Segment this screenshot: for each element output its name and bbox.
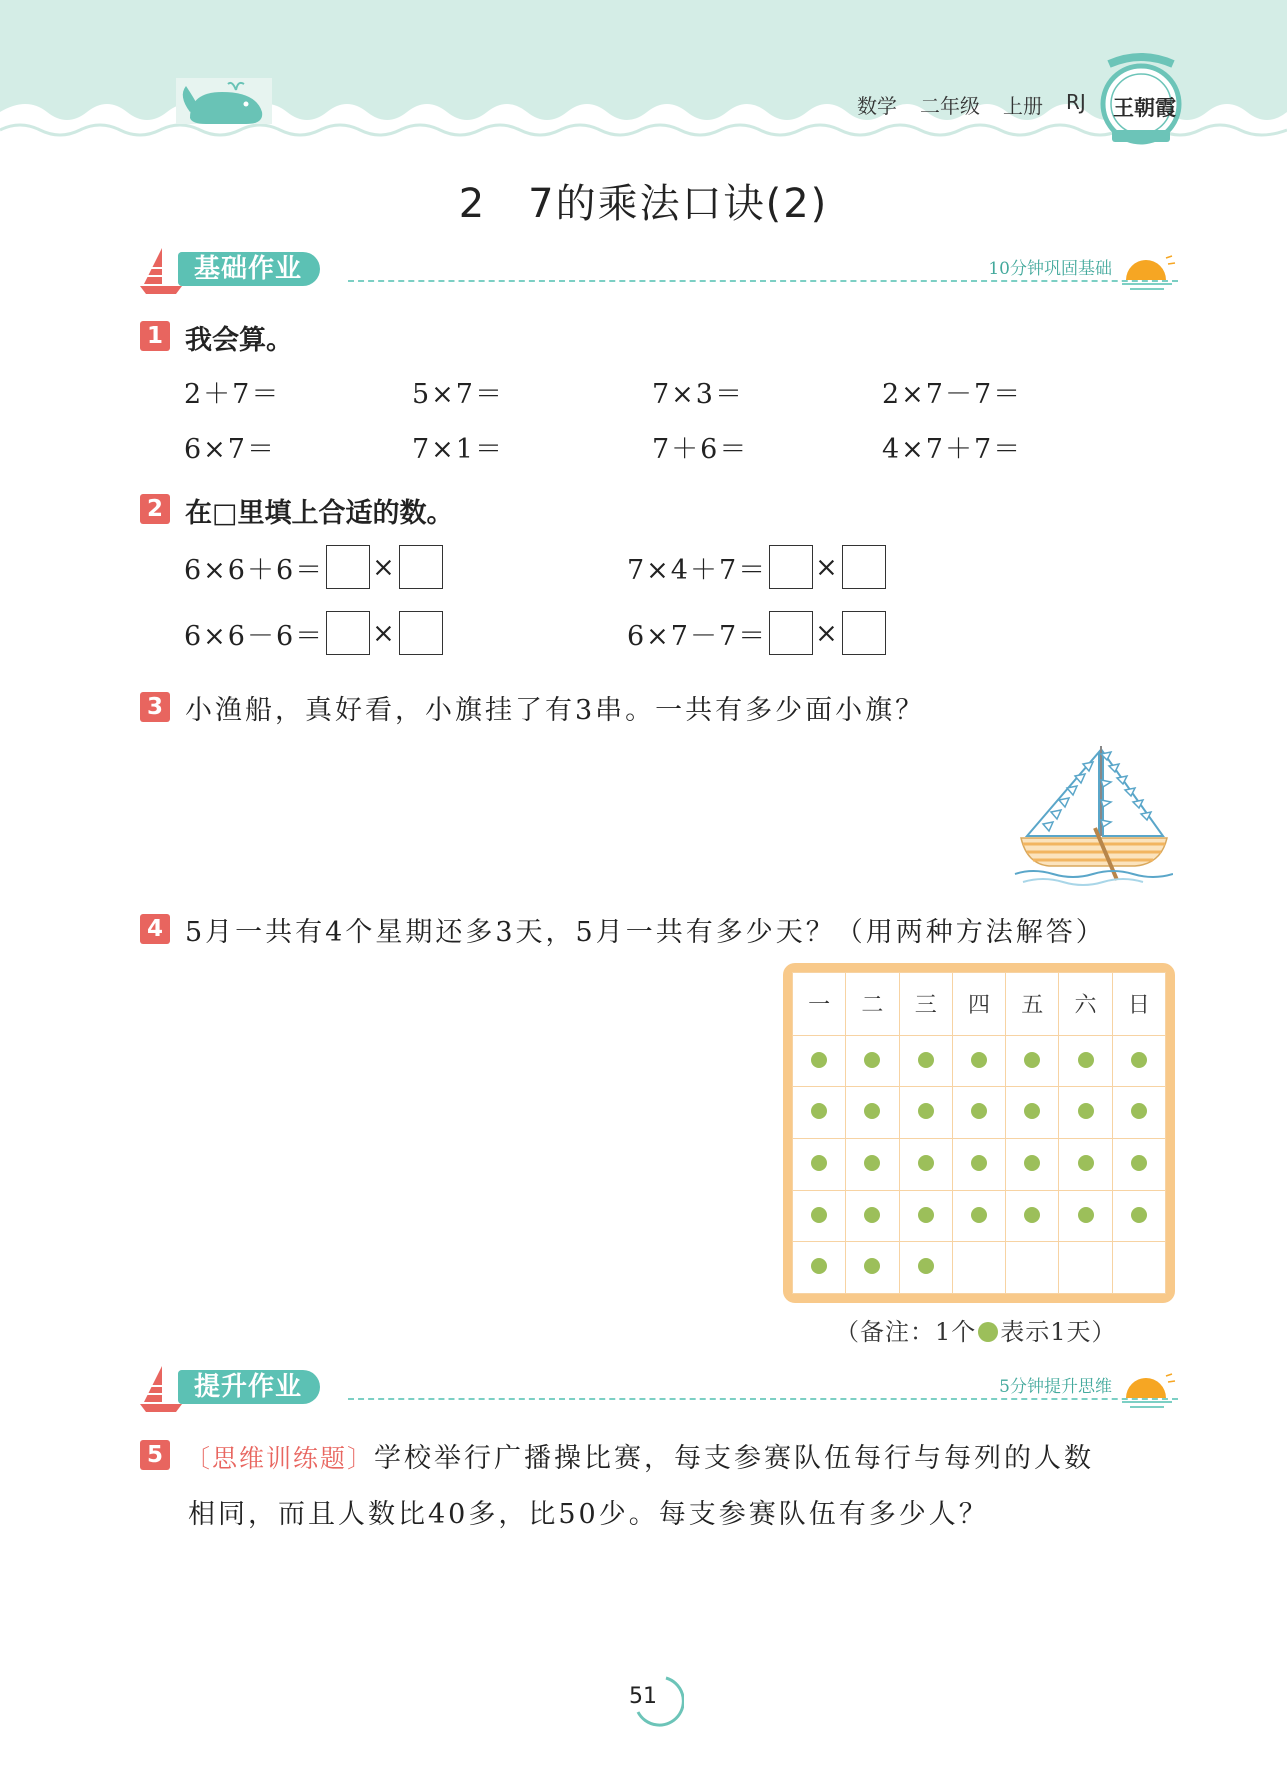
calendar-day-cell [1059, 1190, 1112, 1242]
header-subject: 数学 [857, 94, 897, 118]
day-dot-icon [1131, 1103, 1147, 1119]
times-sign: × [815, 551, 840, 583]
weekday-cell: 二 [846, 973, 899, 1036]
day-dot-icon [918, 1258, 934, 1274]
calendar-day-cell [899, 1087, 952, 1139]
day-dot-icon [864, 1103, 880, 1119]
calendar-day-cell [846, 1035, 899, 1087]
q1-expr-4: 2×7－7＝ [882, 379, 1023, 410]
q2-expression: 6×7－7＝ [627, 620, 768, 652]
times-sign: × [815, 617, 840, 649]
sailboat-flags-illustration [1013, 740, 1173, 888]
day-dot-icon [1131, 1207, 1147, 1223]
q5-text-1: 学校举行广播操比赛，每支参赛队伍每行与每列的人数 [374, 1443, 1095, 1474]
calendar-day-cell [793, 1087, 846, 1139]
answer-box[interactable] [326, 611, 370, 655]
whale-icon [176, 78, 272, 124]
q1-expr-1: 2＋7＝ [184, 379, 281, 410]
day-dot-icon [1131, 1052, 1147, 1068]
calendar-day-cell [1006, 1242, 1059, 1294]
section-note-advanced: 5分钟提升思维 [999, 1377, 1112, 1397]
calendar-day-cell [899, 1190, 952, 1242]
calendar-day-cell [1112, 1087, 1165, 1139]
calendar-day-cell [1006, 1190, 1059, 1242]
calendar-day-cell [1059, 1242, 1112, 1294]
section-banner-advanced [138, 1362, 1178, 1416]
calendar-day-cell [952, 1139, 1005, 1191]
question-number-3: 3 [140, 692, 170, 722]
weekday-cell: 四 [952, 973, 1005, 1036]
calendar-day-cell [1006, 1035, 1059, 1087]
may-calendar [783, 963, 1175, 1303]
day-dot-icon [918, 1207, 934, 1223]
calendar-legend [835, 1312, 1117, 1347]
calendar-day-cell [846, 1139, 899, 1191]
calendar-day-cell [846, 1190, 899, 1242]
calendar-day-cell [1059, 1139, 1112, 1191]
q1-expr-7: 7＋6＝ [652, 434, 749, 465]
calendar-week-row [793, 1087, 1166, 1139]
calendar-day-cell [1112, 1035, 1165, 1087]
question-5-line-2: 相同，而且人数比40多，比50少。每支参赛队伍有多少人？ [188, 1499, 989, 1530]
day-dot-icon [1078, 1052, 1094, 1068]
section-label-basic: 基础作业 [178, 252, 320, 286]
question-number-2: 2 [140, 494, 170, 524]
calendar-day-cell [793, 1035, 846, 1087]
calendar-day-cell [1006, 1139, 1059, 1191]
answer-box[interactable] [399, 611, 443, 655]
q1-expr-2: 5×7＝ [412, 379, 504, 410]
answer-box[interactable] [326, 545, 370, 589]
weekday-cell: 日 [1112, 973, 1165, 1036]
q2-expression: 6×6－6＝ [184, 620, 325, 652]
header-volume: 上册 [1003, 94, 1043, 118]
day-dot-icon [811, 1052, 827, 1068]
q2-item-4 [627, 611, 888, 655]
day-dot-icon [864, 1258, 880, 1274]
day-dot-icon [971, 1103, 987, 1119]
thinking-tag: 〔思维训练题〕 [185, 1444, 375, 1473]
q1-expr-6: 7×1＝ [412, 434, 504, 465]
legend-text-after: 表示1天） [1000, 1318, 1117, 1346]
question-5-line-1 [185, 1436, 1094, 1475]
day-dot-icon [971, 1155, 987, 1171]
calendar-day-cell [899, 1035, 952, 1087]
calendar-day-cell [793, 1190, 846, 1242]
day-dot-icon [1024, 1155, 1040, 1171]
wave-header-background [0, 0, 1287, 160]
calendar-day-cell [846, 1242, 899, 1294]
day-dot-icon [811, 1155, 827, 1171]
calendar-day-cell [1112, 1242, 1165, 1294]
q1-expr-3: 7×3＝ [652, 379, 744, 410]
day-dot-icon [1078, 1103, 1094, 1119]
calendar-day-cell [1006, 1087, 1059, 1139]
times-sign: × [372, 617, 397, 649]
calendar-day-cell [793, 1242, 846, 1294]
day-dot-icon [1131, 1155, 1147, 1171]
q2-item-1 [184, 545, 445, 589]
section-banner-basic [138, 244, 1178, 298]
day-dot-icon [864, 1155, 880, 1171]
answer-box[interactable] [842, 545, 886, 589]
q1-expr-8: 4×7＋7＝ [882, 434, 1023, 465]
answer-box[interactable] [769, 611, 813, 655]
section-divider [348, 280, 1178, 282]
sunrise-icon [1120, 1370, 1178, 1410]
day-dot-icon [811, 1103, 827, 1119]
page-header [0, 0, 1287, 160]
answer-box[interactable] [842, 611, 886, 655]
q1-expr-5: 6×7＝ [184, 434, 276, 465]
answer-box[interactable] [399, 545, 443, 589]
question-number-4: 4 [140, 914, 170, 944]
day-dot-icon [1024, 1207, 1040, 1223]
calendar-day-cell [952, 1242, 1005, 1294]
legend-text-before: （备注：1个 [835, 1318, 977, 1346]
q2-item-2 [627, 545, 888, 589]
calendar-day-cell [1112, 1139, 1165, 1191]
day-dot-icon [971, 1052, 987, 1068]
calendar-day-cell [846, 1087, 899, 1139]
brand-name: 王朝霞 [1113, 95, 1176, 120]
sunrise-icon [1120, 252, 1178, 292]
answer-box[interactable] [769, 545, 813, 589]
day-dot-icon [978, 1322, 998, 1342]
day-dot-icon [1024, 1052, 1040, 1068]
day-dot-icon [918, 1052, 934, 1068]
day-dot-icon [971, 1207, 987, 1223]
calendar-day-cell [1059, 1087, 1112, 1139]
day-dot-icon [1078, 1207, 1094, 1223]
day-dot-icon [918, 1103, 934, 1119]
calendar-week-row [793, 1139, 1166, 1191]
day-dot-icon [864, 1052, 880, 1068]
day-dot-icon [918, 1155, 934, 1171]
q2-expression: 7×4＋7＝ [627, 554, 768, 586]
weekday-cell: 三 [899, 973, 952, 1036]
header-grade: 二年级 [920, 94, 980, 118]
calendar-week-row [793, 1190, 1166, 1242]
calendar-day-cell [952, 1035, 1005, 1087]
calendar-day-cell [899, 1242, 952, 1294]
calendar-day-cell [1059, 1035, 1112, 1087]
calendar-day-cell [899, 1139, 952, 1191]
calendar-day-cell [793, 1139, 846, 1191]
day-dot-icon [811, 1207, 827, 1223]
calendar-weekday-row [793, 973, 1166, 1036]
section-note-basic: 10分钟巩固基础 [988, 259, 1112, 279]
weekday-cell: 六 [1059, 973, 1112, 1036]
day-dot-icon [864, 1207, 880, 1223]
section-divider [348, 1398, 1178, 1400]
weekday-cell: 一 [793, 973, 846, 1036]
question-number-1: 1 [140, 321, 170, 351]
calendar-day-cell [952, 1190, 1005, 1242]
page-title: 2 7的乘法口诀(2) [458, 181, 829, 227]
calendar-week-row [793, 1035, 1166, 1087]
question-2-text: 在□里填上合适的数。 [185, 498, 454, 529]
page-number: 51 [629, 1684, 657, 1709]
header-edition: RJ [1066, 90, 1086, 114]
question-1-text: 我会算。 [185, 325, 293, 356]
q2-expression: 6×6＋6＝ [184, 554, 325, 586]
question-number-5: 5 [140, 1440, 170, 1470]
question-3-text: 小渔船，真好看，小旗挂了有3串。一共有多少面小旗？ [185, 695, 926, 726]
question-4-text: 5月一共有4个星期还多3天，5月一共有多少天？（用两种方法解答） [185, 917, 1106, 948]
section-label-advanced: 提升作业 [178, 1370, 320, 1404]
times-sign: × [372, 551, 397, 583]
calendar-week-row [793, 1242, 1166, 1294]
day-dot-icon [1024, 1103, 1040, 1119]
calendar-day-cell [952, 1087, 1005, 1139]
day-dot-icon [811, 1258, 827, 1274]
calendar-day-cell [1112, 1190, 1165, 1242]
day-dot-icon [1078, 1155, 1094, 1171]
weekday-cell: 五 [1006, 973, 1059, 1036]
q2-item-3 [184, 611, 445, 655]
